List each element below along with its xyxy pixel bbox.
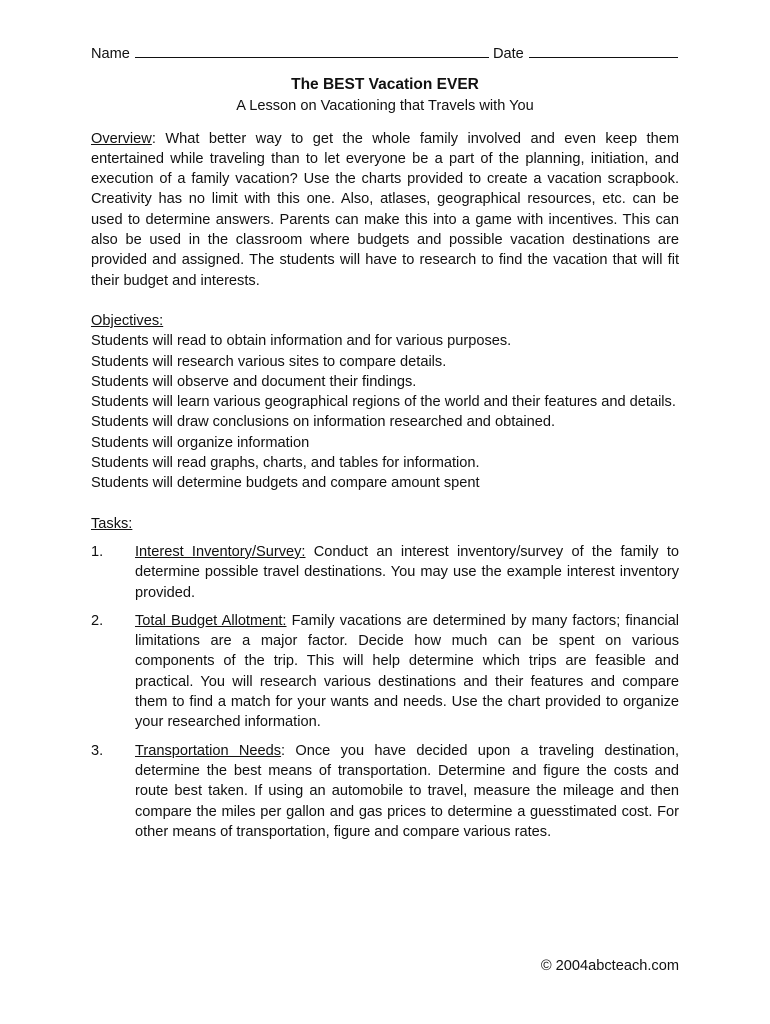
task-text: : Once you have decided upon a traveling destination, determine the best means of transportation. Determine and figure the costs and route best taken. If using an automobile to travel, measure the mileage and then compare the miles per gallon and gas prices to determine a guesstimated cost. For other means of transportation, figure and compare various rates. bbox=[135, 742, 680, 840]
date-label: Date bbox=[492, 46, 524, 62]
objective-item: Students will read graphs, charts, and tables for information. bbox=[91, 455, 480, 472]
date-blank[interactable] bbox=[529, 44, 678, 58]
task-item bbox=[91, 542, 679, 603]
overview-text: : What better way to get the whole family involved and even keep them entertained while traveling than to let everyone be a part of the planning, initiation, and execution of a family vacation? Use the charts provided to create a vacation scrapbook. Creativity has no limit with this one. Also, atlases, geographical resources, etc. can be used to determine answers. Parents can make this into a game with incentives. This can also be used in the classroom where budgets and possible vacation destinations are provided and assigned. The students will have to research to find the vacation that will fit their budget and interests. bbox=[91, 130, 679, 289]
task-number: 2. bbox=[91, 612, 104, 629]
name-label: Name bbox=[91, 46, 130, 62]
task-label: Total Budget Allotment: bbox=[135, 612, 287, 629]
overview-section bbox=[91, 129, 679, 291]
task-number: 1. bbox=[91, 543, 104, 560]
objective-item: Students will organize information bbox=[91, 434, 310, 451]
task-text: Conduct an interest inventory/survey of the family to determine possible travel destinations. You may use the example interest inventory provided. bbox=[135, 543, 679, 601]
page-title: The BEST Vacation EVER bbox=[291, 76, 479, 94]
name-blank[interactable] bbox=[135, 44, 489, 58]
tasks-section bbox=[91, 514, 679, 842]
objective-item: Students will research various sites to compare details. bbox=[91, 353, 447, 370]
page-subtitle: A Lesson on Vacationing that Travels with You bbox=[236, 98, 534, 115]
objective-item: Students will draw conclusions on information researched and obtained. bbox=[91, 414, 556, 431]
objective-item: Students will read to obtain information and for various purposes. bbox=[91, 333, 512, 350]
task-item bbox=[91, 741, 679, 842]
objective-item: Students will determine budgets and compare amount spent bbox=[91, 475, 480, 492]
objectives-heading: Objectives: bbox=[91, 312, 164, 329]
task-number: 3. bbox=[91, 742, 104, 759]
tasks-list bbox=[91, 542, 679, 842]
overview-heading: Overview bbox=[91, 130, 152, 147]
task-body bbox=[135, 741, 679, 842]
worksheet-page bbox=[91, 44, 679, 850]
task-label: Transportation Needs bbox=[135, 742, 282, 759]
copyright-footer: © 2004abcteach.com bbox=[540, 958, 679, 974]
task-item bbox=[91, 611, 679, 733]
task-body bbox=[135, 611, 679, 733]
task-body bbox=[135, 542, 679, 603]
objective-item: Students will observe and document their findings. bbox=[91, 373, 417, 390]
objective-item: Students will learn various geographical regions of the world and their features and details. bbox=[91, 394, 676, 411]
task-label: Interest Inventory/Survey: bbox=[135, 543, 306, 560]
name-date-line bbox=[91, 44, 679, 64]
objectives-section bbox=[91, 311, 679, 494]
tasks-heading: Tasks: bbox=[91, 515, 133, 532]
task-text: Family vacations are determined by many factors; financial limitations are a major factor. Decide how much can be spent on various components of the trip. This will help determine which trips are feasible and practical. You will research various destinations and their features and compare them to find a match for your wants and needs. Use the chart provided to organize your researched information. bbox=[135, 612, 679, 731]
